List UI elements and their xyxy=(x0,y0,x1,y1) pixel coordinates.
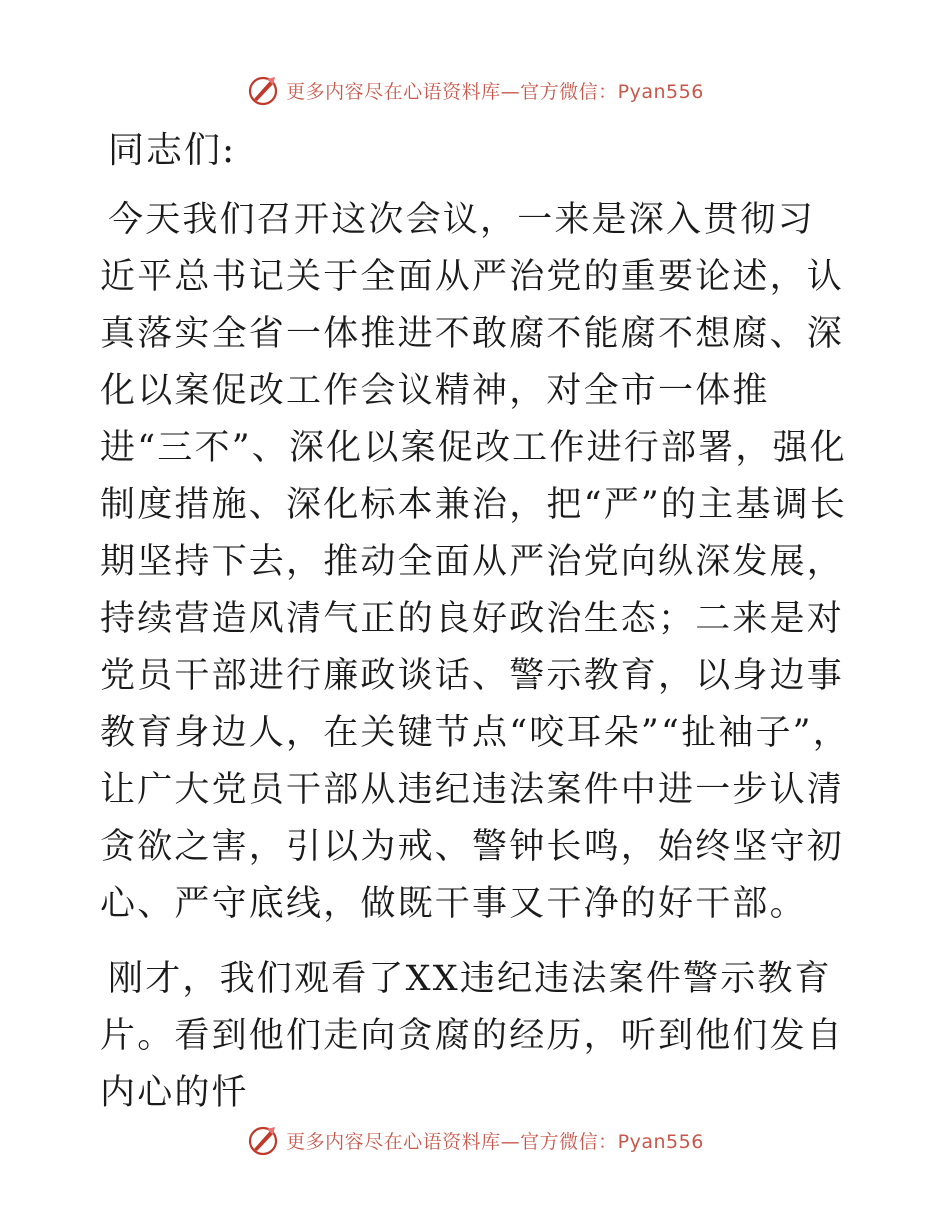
paragraph-1: 今天我们召开这次会议，一来是深入贯彻习近平总书记关于全面从严治党的重要论述，认真落实全省一体推进不敢腐不能腐不想腐、深化以案促改工作会议精神，对全市一体推进“三不”、深化以案促改工作进行部署，强化制度措施、深化标本兼治，把“严”的主基调长期坚持下去，推动全面从严治党向纵深发展，持续营造风清气正的良好政治生态；二来是对党员干部进行廉政谈话、警示教育，以身边事教育身边人，在关键节点“咬耳朵”“扯袖子”，让广大党员干部从违纪违法案件中进一步认清贪欲之害，引以为戒、警钟长鸣，始终坚守初心、严守底线，做既干事又干净的好干部。 xyxy=(100,200,850,924)
paragraph-2: 刚才，我们观看了XX违纪违法案件警示教育片。看到他们走向贪腐的经历，听到他们发自内心的忏 xyxy=(100,959,845,1113)
watermark-text: 更多内容尽在心语资料库—官方微信：Pyan556 xyxy=(286,1130,704,1153)
watermark-text: 更多内容尽在心语资料库—官方微信：Pyan556 xyxy=(286,80,704,103)
quill-pen-circle-icon xyxy=(246,1123,280,1157)
header-watermark xyxy=(0,70,950,110)
footer-watermark xyxy=(0,1120,950,1160)
salutation: 同志们: xyxy=(108,130,237,171)
quill-pen-circle-icon xyxy=(246,73,280,107)
document-body xyxy=(100,122,850,1140)
